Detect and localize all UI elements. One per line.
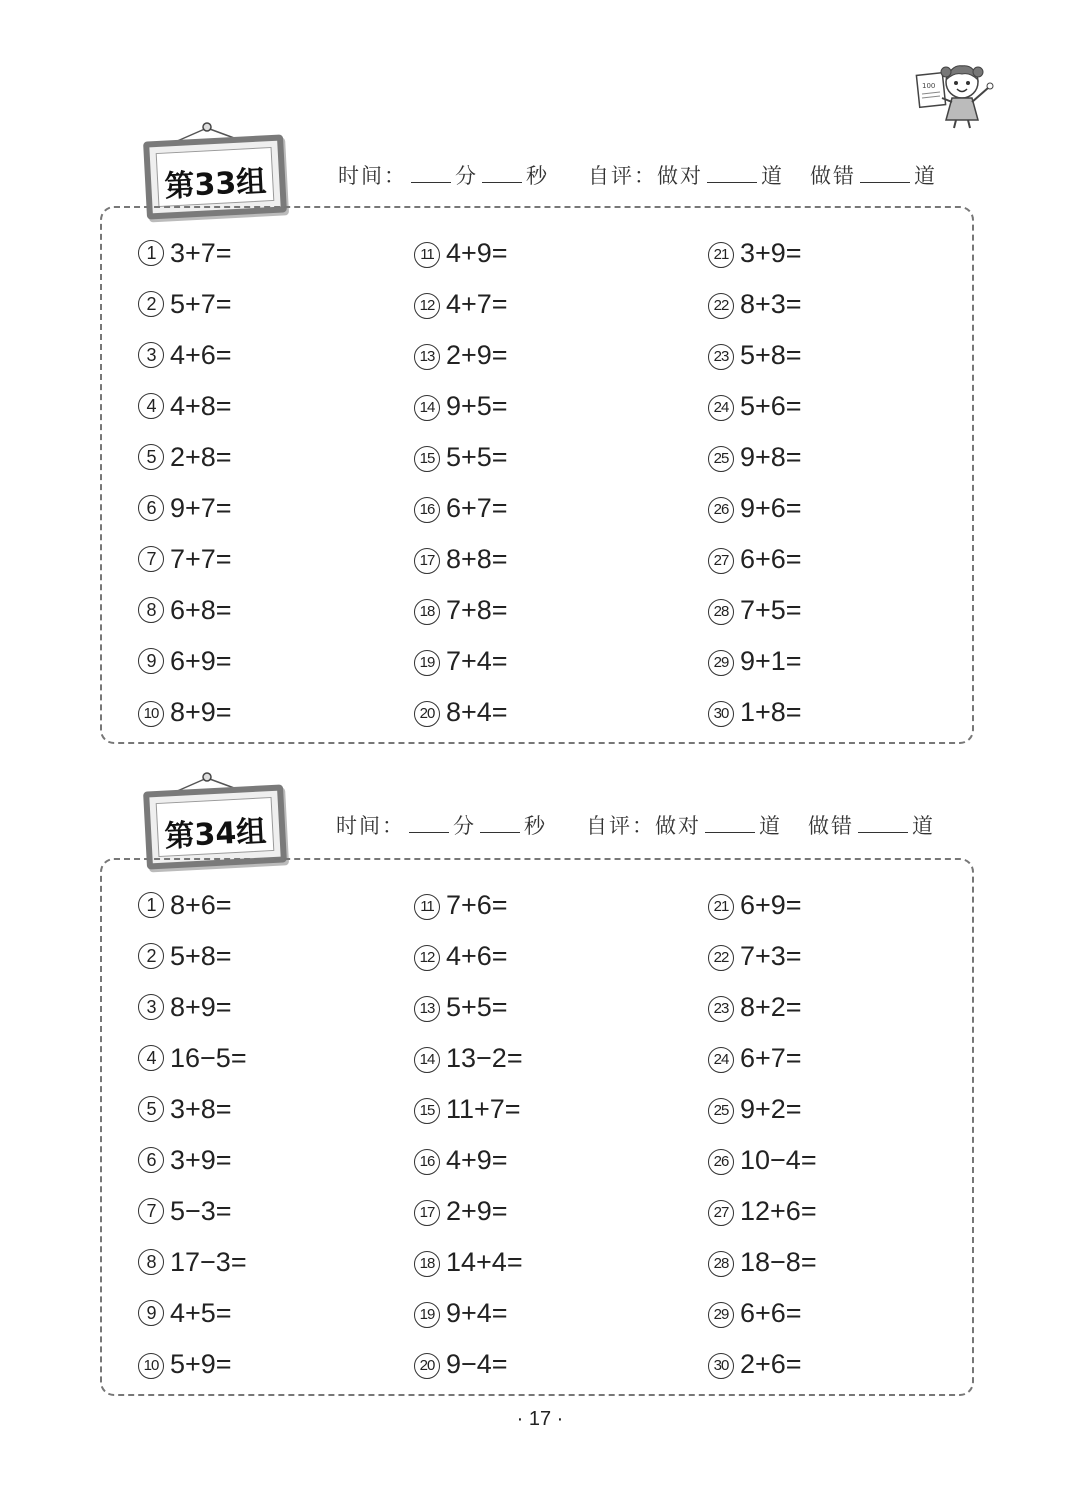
problem-item [138, 641, 232, 681]
problem-item [708, 386, 802, 426]
problem-item [414, 1140, 508, 1180]
problem-number: 25 [708, 1098, 734, 1124]
problem-number: 7 [138, 546, 164, 572]
problem-item [138, 335, 232, 375]
problem-expression: 16−5= [170, 1043, 247, 1073]
problem-number: 1 [138, 892, 164, 918]
problem-expression: 17−3= [170, 1247, 247, 1277]
problem-expression: 3+9= [170, 1145, 232, 1175]
problem-expression: 8+8= [446, 544, 508, 574]
problem-expression: 4+7= [446, 289, 508, 319]
problem-item [138, 386, 232, 426]
problem-item [414, 936, 508, 976]
problem-item [414, 987, 508, 1027]
problem-expression: 14+4= [446, 1247, 523, 1277]
problem-item [414, 692, 508, 732]
problem-number: 17 [414, 548, 440, 574]
questions-unit: 道 [761, 164, 784, 188]
problem-number: 24 [708, 1047, 734, 1073]
problem-expression: 3+8= [170, 1094, 232, 1124]
problem-number: 11 [414, 894, 440, 920]
problem-item [708, 1344, 802, 1384]
problem-item [138, 692, 232, 732]
problem-item [138, 1140, 232, 1180]
problem-item [414, 1293, 508, 1333]
problem-number: 28 [708, 1251, 734, 1277]
problem-number: 7 [138, 1198, 164, 1224]
problem-item [414, 335, 508, 375]
problem-expression: 9+7= [170, 493, 232, 523]
problem-number: 23 [708, 996, 734, 1022]
timing-row [338, 160, 549, 190]
score-sheet-text: 100 [922, 82, 936, 90]
problem-expression: 13−2= [446, 1043, 523, 1073]
problem-number: 27 [708, 548, 734, 574]
problem-expression: 8+2= [740, 992, 802, 1022]
problem-number: 30 [708, 701, 734, 727]
problem-expression: 7+8= [446, 595, 508, 625]
problem-expression: 9+2= [740, 1094, 802, 1124]
problem-number: 2 [138, 943, 164, 969]
problem-item [708, 437, 802, 477]
problem-item [708, 1140, 817, 1180]
problem-expression: 5+5= [446, 992, 508, 1022]
problem-number: 28 [708, 599, 734, 625]
self-eval-label: 自评：做对 [586, 814, 701, 838]
wrong-count-blank[interactable] [858, 814, 908, 833]
problem-number: 26 [708, 497, 734, 523]
problem-expression: 5+5= [446, 442, 508, 472]
problem-item [708, 936, 802, 976]
time-label: 时间： [336, 814, 405, 838]
problem-number: 6 [138, 495, 164, 521]
problem-item [414, 641, 508, 681]
questions-unit: 道 [912, 814, 935, 838]
problem-number: 22 [708, 945, 734, 971]
problem-number: 30 [708, 1353, 734, 1379]
problem-number: 10 [138, 1353, 164, 1379]
problem-number: 19 [414, 1302, 440, 1328]
problem-item [708, 488, 802, 528]
problem-expression: 12+6= [740, 1196, 817, 1226]
problem-item [138, 885, 232, 925]
problem-item [708, 987, 802, 1027]
problem-item [414, 284, 508, 324]
problem-number: 5 [138, 1096, 164, 1122]
minute-label: 分 [453, 814, 476, 838]
problem-item [708, 284, 802, 324]
minutes-blank[interactable] [409, 814, 449, 833]
problem-expression: 4+6= [446, 941, 508, 971]
problem-item [138, 1038, 247, 1078]
problem-item [138, 437, 232, 477]
seconds-blank[interactable] [480, 814, 520, 833]
problem-number: 16 [414, 497, 440, 523]
wrong-label: 做错 [810, 164, 856, 188]
timing-row [336, 810, 547, 840]
problem-expression: 6+7= [740, 1043, 802, 1073]
problem-item [414, 1089, 521, 1129]
problem-number: 29 [708, 1302, 734, 1328]
problem-item [708, 233, 802, 273]
problem-expression: 4+5= [170, 1298, 232, 1328]
problem-item [138, 1293, 232, 1333]
problem-item [138, 284, 232, 324]
problem-expression: 8+9= [170, 992, 232, 1022]
problem-item [708, 885, 802, 925]
problem-item [708, 335, 802, 375]
problem-item [414, 1038, 523, 1078]
problem-number: 16 [414, 1149, 440, 1175]
minutes-blank[interactable] [411, 164, 451, 183]
self-eval-label: 自评：做对 [588, 164, 703, 188]
problem-number: 27 [708, 1200, 734, 1226]
problem-expression: 6+8= [170, 595, 232, 625]
problem-item [138, 987, 232, 1027]
problem-panel [100, 200, 978, 745]
problem-item [708, 692, 802, 732]
problem-expression: 2+6= [740, 1349, 802, 1379]
minute-label: 分 [455, 164, 478, 188]
page-number: · 17 · [516, 1408, 564, 1430]
problem-item [414, 1242, 523, 1282]
second-label: 秒 [524, 814, 547, 838]
problem-panel [100, 852, 978, 1397]
problem-number: 12 [414, 945, 440, 971]
problem-item [414, 539, 508, 579]
second-label: 秒 [526, 164, 549, 188]
problem-expression: 7+4= [446, 646, 508, 676]
problem-number: 26 [708, 1149, 734, 1175]
problem-expression: 5+6= [740, 391, 802, 421]
problem-number: 22 [708, 293, 734, 319]
problem-item [414, 233, 508, 273]
problem-expression: 8+4= [446, 697, 508, 727]
problem-item [708, 1242, 817, 1282]
problem-expression: 9+1= [740, 646, 802, 676]
problem-number: 1 [138, 240, 164, 266]
problem-number: 20 [414, 1353, 440, 1379]
problem-item [138, 488, 232, 528]
problem-number: 9 [138, 1300, 164, 1326]
problem-number: 3 [138, 342, 164, 368]
girl-holding-score-sheet-icon [912, 58, 1002, 130]
problem-expression: 4+9= [446, 238, 508, 268]
problem-number: 23 [708, 344, 734, 370]
problem-item [414, 1344, 508, 1384]
problem-number: 13 [414, 344, 440, 370]
problem-number: 8 [138, 597, 164, 623]
problem-expression: 9+8= [740, 442, 802, 472]
problem-number: 9 [138, 648, 164, 674]
problem-number: 19 [414, 650, 440, 676]
problem-item [708, 1089, 802, 1129]
problem-expression: 4+9= [446, 1145, 508, 1175]
problem-item [138, 1191, 232, 1231]
problem-expression: 8+3= [740, 289, 802, 319]
problem-expression: 5+7= [170, 289, 232, 319]
problem-number: 18 [414, 599, 440, 625]
problem-number: 29 [708, 650, 734, 676]
problem-item [138, 590, 232, 630]
problem-number: 14 [414, 1047, 440, 1073]
problem-number: 25 [708, 446, 734, 472]
problem-item [138, 1242, 247, 1282]
problem-item [708, 641, 802, 681]
correct-count-blank[interactable] [707, 164, 757, 183]
problem-number: 4 [138, 393, 164, 419]
problem-expression: 7+6= [446, 890, 508, 920]
problem-expression: 8+6= [170, 890, 232, 920]
problem-expression: 9+4= [446, 1298, 508, 1328]
problem-item [138, 936, 232, 976]
self-eval-row [586, 810, 935, 840]
problem-number: 17 [414, 1200, 440, 1226]
problem-expression: 5+8= [170, 941, 232, 971]
problem-number: 18 [414, 1251, 440, 1277]
problem-expression: 6+6= [740, 1298, 802, 1328]
problem-item [138, 1344, 232, 1384]
problem-number: 15 [414, 446, 440, 472]
problem-item [708, 1191, 817, 1231]
problem-number: 2 [138, 291, 164, 317]
problem-number: 21 [708, 242, 734, 268]
problem-number: 13 [414, 996, 440, 1022]
problem-expression: 5+9= [170, 1349, 232, 1379]
problem-expression: 2+8= [170, 442, 232, 472]
problem-expression: 5−3= [170, 1196, 232, 1226]
problem-item [708, 1293, 802, 1333]
problem-number: 14 [414, 395, 440, 421]
problem-expression: 8+9= [170, 697, 232, 727]
problem-expression: 6+6= [740, 544, 802, 574]
problem-expression: 11+7= [446, 1094, 521, 1124]
problem-number: 12 [414, 293, 440, 319]
problem-expression: 9+6= [740, 493, 802, 523]
problem-expression: 2+9= [446, 1196, 508, 1226]
problem-number: 4 [138, 1045, 164, 1071]
problem-expression: 18−8= [740, 1247, 817, 1277]
seconds-blank[interactable] [482, 164, 522, 183]
problem-number: 15 [414, 1098, 440, 1124]
problem-item [414, 1191, 508, 1231]
questions-unit: 道 [914, 164, 937, 188]
problem-number: 3 [138, 994, 164, 1020]
problem-expression: 10−4= [740, 1145, 817, 1175]
correct-count-blank[interactable] [705, 814, 755, 833]
problem-number: 10 [138, 701, 164, 727]
group-title: 第33组 [163, 164, 268, 205]
problem-number: 21 [708, 894, 734, 920]
wrong-label: 做错 [808, 814, 854, 838]
time-label: 时间： [338, 164, 407, 188]
problem-expression: 4+8= [170, 391, 232, 421]
problem-number: 20 [414, 701, 440, 727]
problem-expression: 7+5= [740, 595, 802, 625]
problem-number: 5 [138, 444, 164, 470]
problem-number: 24 [708, 395, 734, 421]
problem-item [414, 590, 508, 630]
problem-item [414, 437, 508, 477]
questions-unit: 道 [759, 814, 782, 838]
problem-item [414, 885, 508, 925]
problem-expression: 2+9= [446, 340, 508, 370]
problem-item [708, 1038, 802, 1078]
problem-item [414, 386, 508, 426]
problem-item [138, 1089, 232, 1129]
problem-expression: 5+8= [740, 340, 802, 370]
problem-item [138, 233, 232, 273]
problem-expression: 6+9= [740, 890, 802, 920]
problem-number: 6 [138, 1147, 164, 1173]
problem-expression: 1+8= [740, 697, 802, 727]
problem-expression: 7+7= [170, 544, 232, 574]
problem-expression: 9+5= [446, 391, 508, 421]
problem-expression: 4+6= [170, 340, 232, 370]
problem-expression: 3+9= [740, 238, 802, 268]
wrong-count-blank[interactable] [860, 164, 910, 183]
problem-expression: 6+9= [170, 646, 232, 676]
problem-number: 11 [414, 242, 440, 268]
problem-number: 8 [138, 1249, 164, 1275]
problem-item [138, 539, 232, 579]
problem-expression: 6+7= [446, 493, 508, 523]
problem-item [708, 590, 802, 630]
problem-expression: 7+3= [740, 941, 802, 971]
group-title: 第34组 [163, 814, 268, 855]
problem-expression: 9−4= [446, 1349, 508, 1379]
problem-item [414, 488, 508, 528]
problem-expression: 3+7= [170, 238, 232, 268]
problem-item [708, 539, 802, 579]
self-eval-row [588, 160, 937, 190]
